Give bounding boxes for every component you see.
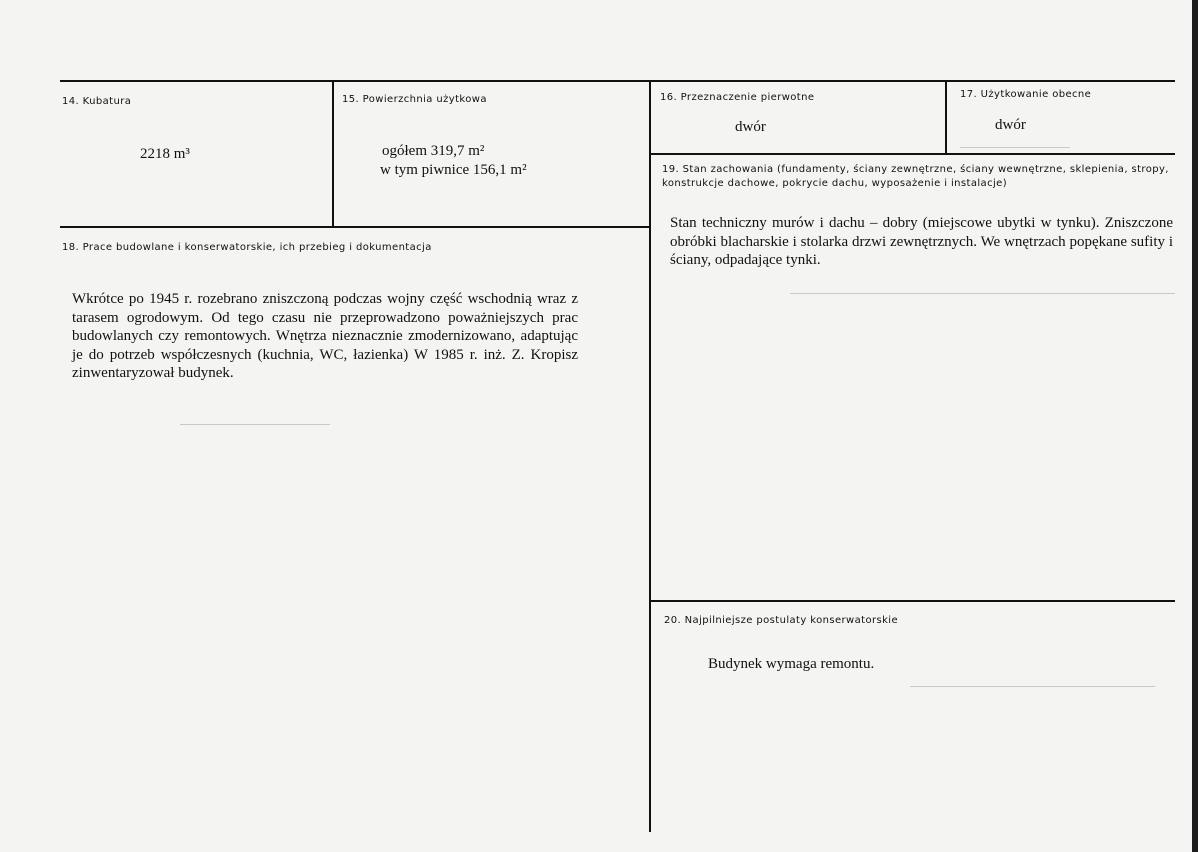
stan-zachowania-text: Stan techniczny murów i dachu – dobry (miejscowe ubytki w tynku). Zniszczone obróbki blacharskie i stolarka drzwi zewnętrznych. We wnętrzach popękane sufity i ściany, odpadające tynki. <box>670 215 1173 268</box>
kubatura-value: 2218 m³ <box>140 146 190 162</box>
powierzchnia-label: 15. Powierzchnia użytkowa <box>342 94 487 105</box>
scan-line <box>910 686 1155 687</box>
scan-line <box>180 424 330 425</box>
scan-line <box>960 147 1070 148</box>
kubatura-label: 14. Kubatura <box>62 96 132 107</box>
divider-16-17 <box>945 80 947 154</box>
right-header-divider <box>650 153 1175 155</box>
powierzchnia-basement-value: w tym piwnice 156,1 m² <box>380 162 527 178</box>
postulaty-text: Budynek wymaga remontu. <box>708 656 875 672</box>
scan-line <box>790 293 1175 294</box>
left-section-divider <box>60 226 650 228</box>
uzytkowanie-obecne-label: 17. Użytkowanie obecne <box>960 89 1092 100</box>
postulaty-label: 20. Najpilniejsze postulaty konserwatorskie <box>664 615 899 626</box>
divider-14-15 <box>332 80 334 228</box>
prace-budowlane-label: 18. Prace budowlane i konserwatorskie, ich przebieg i dokumentacja <box>62 242 432 253</box>
right-section-divider <box>650 600 1175 602</box>
uzytkowanie-obecne-value: dwór <box>995 117 1026 133</box>
przeznaczenie-pierwotne-label: 16. Przeznaczenie pierwotne <box>660 92 815 103</box>
powierzchnia-total-value: ogółem 319,7 m² <box>382 143 485 159</box>
main-column-divider <box>649 80 651 832</box>
top-border-line <box>60 80 1175 82</box>
prace-budowlane-text: Wkrótce po 1945 r. rozebrano zniszczoną podczas wojny część wschodnią wraz z tarasem ogrodowym. Od tego czasu nie przeprowadzono poważniejszych prac budowlanych czy remontowych. Wnętrza nieznacznie zmodernizowano, adaptując je do potrzeb współczesnych (kuchnia, WC, łazienka) W 1985 r. inż. Z. Kropisz zinwentaryzował budynek. <box>72 291 578 381</box>
przeznaczenie-pierwotne-value: dwór <box>735 119 766 135</box>
scan-edge <box>1192 0 1198 852</box>
stan-zachowania-label: 19. Stan zachowania (fundamenty, ściany zewnętrzne, ściany wewnętrzne, sklepienia, stropy, konstrukcje dachowe, pokrycie dachu, wyposażenie i instalacje) <box>662 164 1169 189</box>
